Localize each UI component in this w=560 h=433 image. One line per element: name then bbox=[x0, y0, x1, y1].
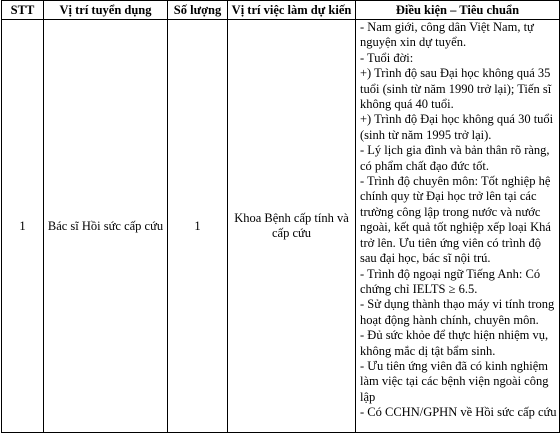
condition-item: +) Trình độ Đại học không quá 30 tuổi (sinh từ năm 1995 trở lại). bbox=[360, 112, 554, 142]
cell-workplace: Khoa Bệnh cấp tính và cấp cứu bbox=[228, 20, 356, 433]
condition-item: - Nam giới, công dân Việt Nam, tự nguyện xin dự tuyển. bbox=[360, 20, 534, 50]
condition-item: - Trình độ chuyên môn: Tốt nghiệp hệ chính quy từ Đại học trở lên tại các trường công lập trong nước và nước ngoài, kết quả tốt nghiệp xếp loại Khá trở lên. Ưu tiên ứng viên có trình độ sau đại học, bác sĩ nội trú. bbox=[360, 174, 551, 266]
header-position: Vị trí tuyển dụng bbox=[44, 1, 168, 20]
condition-item: - Lý lịch gia đình và bản thân rõ ràng, có phẩm chất đạo đức tốt. bbox=[360, 143, 550, 173]
condition-item: - Tuổi đời: bbox=[360, 50, 414, 65]
condition-item: +) Trình độ sau Đại học không quá 35 tuổi (sinh từ năm 1990 trở lại); Tiến sĩ không quá 40 tuổi. bbox=[360, 66, 552, 112]
condition-item: - Trình độ ngoại ngữ Tiếng Anh: Có chứng chỉ IELTS ≥ 6.5. bbox=[360, 266, 541, 296]
cell-quantity: 1 bbox=[168, 20, 228, 433]
cell-position: Bác sĩ Hồi sức cấp cứu bbox=[44, 20, 168, 433]
recruitment-table bbox=[1, 0, 560, 433]
cell-stt: 1 bbox=[2, 20, 44, 433]
condition-item: - Sử dụng thành thạo máy vi tính trong hoạt động hành chính, chuyên môn. bbox=[360, 297, 555, 327]
table-row bbox=[2, 20, 560, 433]
condition-item: - Ưu tiên ứng viên đã có kinh nghiệm làm việc tại các bệnh viện ngoài công lập bbox=[360, 358, 549, 404]
cell-conditions bbox=[356, 20, 560, 433]
header-stt: STT bbox=[2, 1, 44, 20]
header-workplace: Vị trí việc làm dự kiến bbox=[228, 1, 356, 20]
header-quantity: Số lượng bbox=[168, 1, 228, 20]
header-conditions: Điều kiện – Tiêu chuẩn bbox=[356, 1, 560, 20]
condition-item: - Đủ sức khỏe để thực hiện nhiệm vụ, không mắc dị tật bẩm sinh. bbox=[360, 328, 549, 358]
table-header-row bbox=[2, 1, 560, 20]
condition-item: - Có CCHN/GPHN về Hồi sức cấp cứu bbox=[360, 405, 557, 420]
